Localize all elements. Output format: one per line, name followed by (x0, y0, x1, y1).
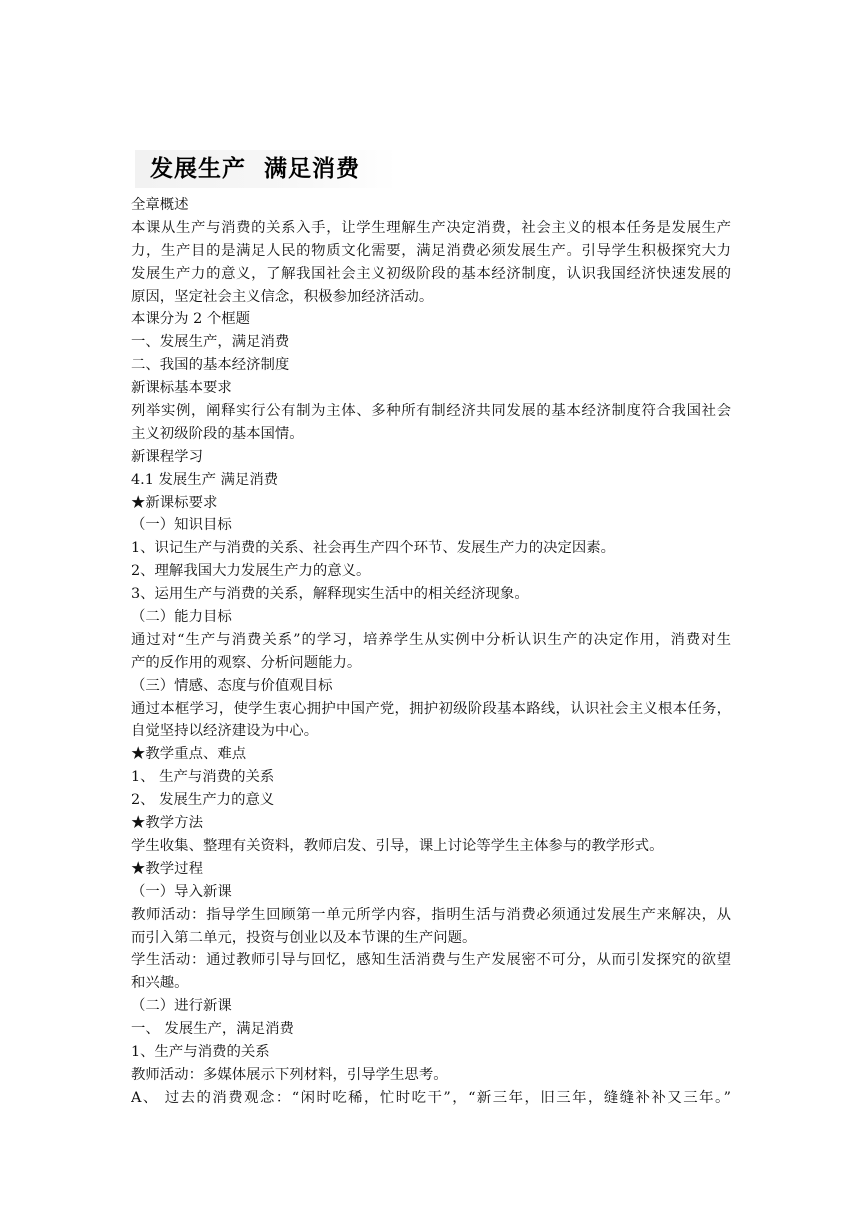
text-line: 本课分为 2 个框题 (131, 311, 251, 328)
text-line: A、 过去的消费观念：“闲时吃稀，忙时吃干”，“新三年，旧三年，缝缝补补又三年。” (131, 1089, 731, 1106)
text-line: 通过对“生产与消费关系”的学习，培养学生从实例中分析认识生产的决定作用，消费对生 (131, 631, 731, 648)
text-line: 主义初级阶段的基本国情。 (131, 425, 304, 442)
text-line: 发展生产力的意义，了解我国社会主义初级阶段的基本经济制度，认识我国经济快速发展的 (131, 265, 731, 282)
text-line: 学生活动：通过教师引导与回忆，感知生活消费与生产发展密不可分，从而引发探究的欲望 (131, 952, 731, 969)
text-line: 一、发展生产，满足消费 (131, 334, 290, 351)
text-line: （一）导入新课 (131, 883, 232, 900)
text-line: （一）知识目标 (131, 517, 232, 534)
text-line: 2、理解我国大力发展生产力的意义。 (131, 563, 371, 580)
text-line: 教师活动：指导学生回顾第一单元所学内容，指明生活与消费必须通过发展生产来解决，从 (131, 906, 731, 923)
text-line: 4.1 发展生产 满足消费 (131, 471, 279, 488)
text-line: 一、 发展生产，满足消费 (131, 1021, 294, 1038)
text-line: 2、 发展生产力的意义 (131, 792, 275, 809)
text-line: 二、我国的基本经济制度 (131, 357, 290, 374)
text-line: 通过本框学习，使学生衷心拥护中国产党，拥护初级阶段基本路线，认识社会主义根本任务， (131, 700, 731, 717)
text-line: ★教学方法 (131, 815, 203, 832)
text-line: 1、生产与消费的关系 (131, 1043, 270, 1060)
text-line: （三）情感、态度与价值观目标 (131, 677, 333, 694)
text-line: 新课程学习 (131, 448, 203, 465)
text-line: ★新课标要求 (131, 494, 218, 511)
text-line: ★教学过程 (131, 860, 203, 877)
text-line: 教师活动：多媒体展示下列材料，引导学生思考。 (131, 1066, 448, 1083)
text-line: 1、 生产与消费的关系 (131, 769, 275, 786)
text-line: 学生收集、整理有关资料，教师启发、引导，课上讨论等学生主体参与的教学形式。 (131, 837, 664, 854)
text-line: 而引入第二单元，投资与创业以及本节课的生产问题。 (131, 929, 477, 946)
text-line: 新课标基本要求 (131, 380, 232, 397)
text-line: 列举实例，阐释实行公有制为主体、多种所有制经济共同发展的基本经济制度符合我国社会 (131, 403, 731, 420)
text-line: 和兴趣。 (131, 975, 189, 992)
text-line: （二）能力目标 (131, 609, 232, 626)
text-line: ★教学重点、难点 (131, 746, 247, 763)
text-line: （二）进行新课 (131, 998, 232, 1015)
document-title: 发展生产 满足消费 (150, 156, 361, 182)
text-line: 原因，坚定社会主义信念，积极参加经济活动。 (131, 288, 434, 305)
text-line: 产的反作用的观察、分析问题能力。 (131, 654, 362, 671)
text-line: 力，生产目的是满足人民的物质文化需要，满足消费必须发展生产。引导学生积极探究大力 (131, 242, 731, 259)
text-line: 1、识记生产与消费的关系、社会再生产四个环节、发展生产力的决定因素。 (131, 540, 616, 557)
text-line: 本课从生产与消费的关系入手，让学生理解生产决定消费，社会主义的根本任务是发展生产 (131, 219, 731, 236)
document-body (131, 194, 731, 1110)
text-line: 全章概述 (131, 197, 189, 213)
text-line: 自觉坚持以经济建设为中心。 (131, 723, 319, 740)
text-line: 3、运用生产与消费的关系，解释现实生活中的相关经济现象。 (131, 586, 529, 603)
